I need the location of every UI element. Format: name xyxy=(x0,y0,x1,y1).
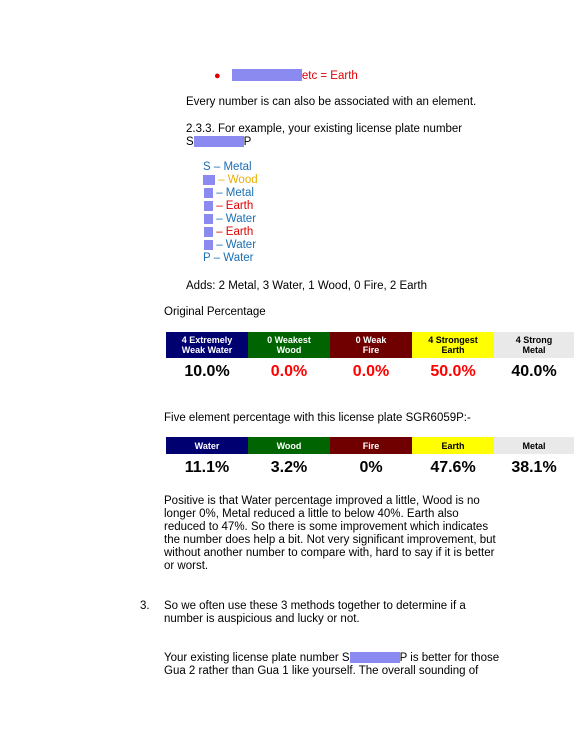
redacted-block xyxy=(203,175,215,185)
value-wood: 3.2% xyxy=(270,459,308,476)
closing-paragraph xyxy=(164,652,499,678)
plate-element: – Earth xyxy=(213,226,254,238)
point-line: number is auspicious and lucky or not. xyxy=(164,613,360,625)
header-water: 4 Extremely Weak Water xyxy=(166,332,248,358)
five-value-row xyxy=(166,454,574,482)
header-water: Water xyxy=(166,437,248,454)
redacted-block xyxy=(204,227,213,237)
intro-text: Every number is can also be associated with an element. xyxy=(186,96,477,108)
plate-element: – Water xyxy=(213,213,257,225)
plate-mapping-row xyxy=(203,174,258,187)
value-water: 11.1% xyxy=(184,459,230,476)
plate-mapping-list xyxy=(203,161,258,265)
value-water: 10.0% xyxy=(184,363,230,380)
redacted-block xyxy=(204,201,213,211)
plate-start: S xyxy=(186,136,194,148)
header-fire: 0 Weak Fire xyxy=(330,332,412,358)
closing-end: P is better for those xyxy=(399,652,500,664)
paragraph-line: longer 0%, Metal reduced a little to below 40%. Earth also xyxy=(164,508,459,520)
redacted-block xyxy=(204,188,213,198)
plate-element: – Water xyxy=(213,252,254,264)
plate-mapping-row xyxy=(203,252,258,265)
header-wood: Wood xyxy=(248,437,330,454)
positive-paragraph xyxy=(164,495,496,573)
plate-element: – Water xyxy=(213,239,257,251)
closing-line xyxy=(164,652,499,665)
value-metal: 40.0% xyxy=(511,363,557,380)
paragraph-line: Positive is that Water percentage improved a little, Wood is no xyxy=(164,495,480,507)
adds-text: Adds: 2 Metal, 3 Water, 1 Wood, 0 Fire, 2 Earth xyxy=(186,280,427,292)
five-element-table xyxy=(166,437,574,482)
paragraph-line: without another number to compare with, hard to say if it is better xyxy=(164,547,495,559)
point-line: So we often use these 3 methods together to determine if a xyxy=(164,600,466,612)
closing-start: Your existing license plate number S xyxy=(164,652,350,664)
redacted-block xyxy=(232,69,302,81)
value-fire: 0.0% xyxy=(352,363,390,380)
redacted-block xyxy=(350,652,400,663)
closing-line: Gua 2 rather than Gua 1 like yourself. The overall sounding of xyxy=(164,665,479,677)
value-earth: 50.0% xyxy=(430,363,476,380)
header-fire: Fire xyxy=(330,437,412,454)
plate-mapping-row xyxy=(203,187,258,200)
plate-mapping-row xyxy=(203,161,258,174)
value-earth: 47.6% xyxy=(430,459,476,476)
header-earth: Earth xyxy=(412,437,494,454)
original-heading: Original Percentage xyxy=(164,306,266,318)
plate-mapping-row xyxy=(203,213,258,226)
value-metal: 38.1% xyxy=(511,459,557,476)
plate-char: S xyxy=(203,161,214,173)
example-line: 2.3.3. For example, your existing license plate number xyxy=(186,123,463,135)
point-3-text xyxy=(164,600,466,626)
plate-char: P xyxy=(203,252,214,264)
header-earth: 4 Strongest Earth xyxy=(412,332,494,358)
plate-element: – Metal xyxy=(213,187,254,199)
redacted-block xyxy=(204,214,213,224)
value-wood: 0.0% xyxy=(270,363,308,380)
bullet-item xyxy=(214,69,358,83)
original-header-row xyxy=(166,332,574,358)
original-percentage-table xyxy=(166,332,574,386)
header-metal: 4 Strong Metal xyxy=(494,332,574,358)
paragraph-line: the number does help a bit. Not very significant improvement, but xyxy=(164,534,496,546)
five-header-row xyxy=(166,437,574,454)
plate-element: – Wood xyxy=(215,174,258,186)
plate-element: – Earth xyxy=(213,200,254,212)
paragraph-line: reduced to 47%. So there is some improvement which indicates xyxy=(164,521,489,533)
plate-mapping-row xyxy=(203,239,258,252)
plate-element: – Metal xyxy=(213,161,252,173)
redacted-block xyxy=(204,240,213,250)
example-plate xyxy=(186,136,251,149)
point-number: 3. xyxy=(140,600,150,612)
paragraph-line: or worst. xyxy=(164,560,209,572)
plate-mapping-row xyxy=(203,226,258,239)
five-element-heading: Five element percentage with this license plate SGR6059P:- xyxy=(164,412,471,424)
bullet-dot: ● xyxy=(214,70,221,82)
plate-end: P xyxy=(243,136,252,148)
value-fire: 0% xyxy=(359,459,383,476)
header-metal: Metal xyxy=(494,437,574,454)
header-wood: 0 Weakest Wood xyxy=(248,332,330,358)
original-value-row xyxy=(166,358,574,386)
plate-mapping-row xyxy=(203,200,258,213)
redacted-block xyxy=(194,136,244,147)
bullet-text: etc = Earth xyxy=(301,70,358,82)
